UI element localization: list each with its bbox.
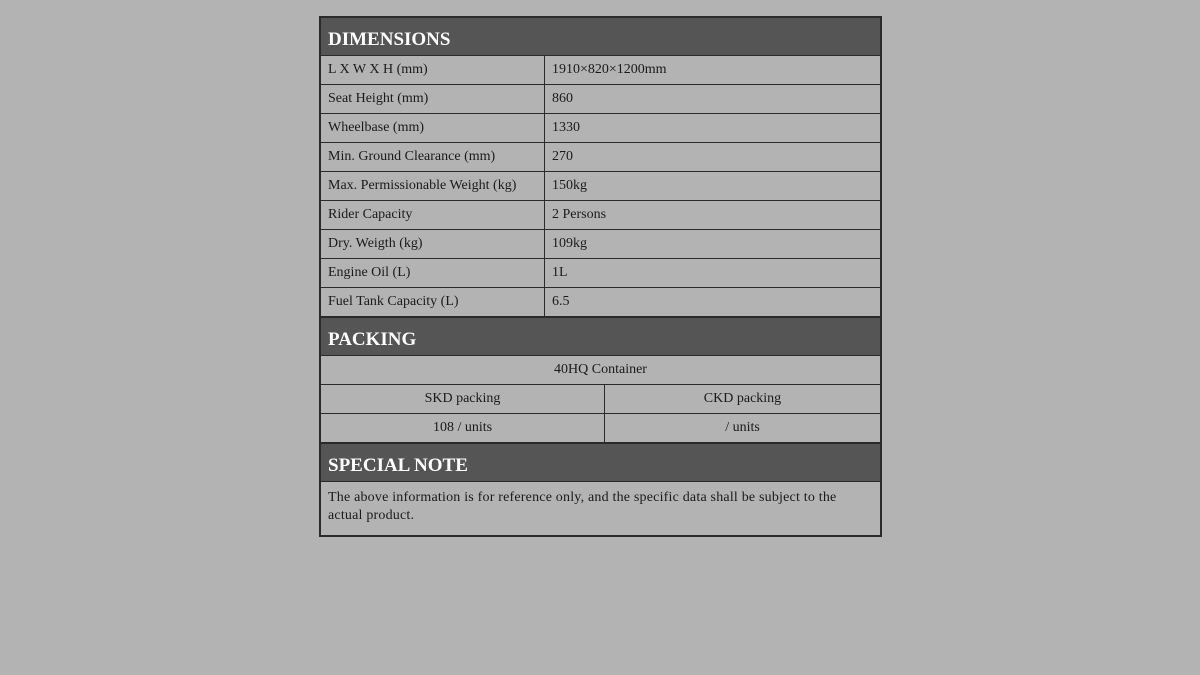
table-row — [321, 114, 881, 143]
special-note-header-row — [321, 444, 881, 482]
spec-value: 1330 — [545, 114, 881, 143]
ckd-packing-label: CKD packing — [605, 385, 881, 414]
table-row — [321, 385, 881, 414]
spec-value: 860 — [545, 85, 881, 114]
spec-label: L X W X H (mm) — [321, 56, 545, 85]
table-row — [321, 414, 881, 443]
spec-value: 1910×820×1200mm — [545, 56, 881, 85]
table-row — [321, 85, 881, 114]
table-row — [321, 56, 881, 85]
special-note-title: SPECIAL NOTE — [321, 444, 881, 482]
table-row — [321, 288, 881, 317]
ckd-packing-value: / units — [605, 414, 881, 443]
spec-value: 2 Persons — [545, 201, 881, 230]
table-row — [321, 356, 881, 385]
skd-packing-value: 108 / units — [321, 414, 605, 443]
spec-label: Wheelbase (mm) — [321, 114, 545, 143]
dimensions-header-row — [321, 18, 881, 56]
spec-sheet — [319, 16, 882, 537]
table-row — [321, 230, 881, 259]
table-row — [321, 172, 881, 201]
dimensions-table — [320, 17, 881, 317]
skd-packing-label: SKD packing — [321, 385, 605, 414]
special-note-text: The above information is for reference only, and the specific data shall be subject to the actual product. — [321, 482, 881, 536]
spec-value: 6.5 — [545, 288, 881, 317]
container-type: 40HQ Container — [321, 356, 881, 385]
spec-label: Rider Capacity — [321, 201, 545, 230]
table-row — [321, 259, 881, 288]
spec-label: Engine Oil (L) — [321, 259, 545, 288]
spec-value: 109kg — [545, 230, 881, 259]
special-note-table — [320, 443, 881, 536]
packing-header-row — [321, 318, 881, 356]
spec-label: Dry. Weigth (kg) — [321, 230, 545, 259]
dimensions-title: DIMENSIONS — [321, 18, 881, 56]
table-row — [321, 201, 881, 230]
spec-label: Seat Height (mm) — [321, 85, 545, 114]
table-row — [321, 143, 881, 172]
spec-label: Fuel Tank Capacity (L) — [321, 288, 545, 317]
table-row — [321, 482, 881, 536]
spec-value: 270 — [545, 143, 881, 172]
spec-value: 150kg — [545, 172, 881, 201]
packing-table — [320, 317, 881, 443]
spec-label: Max. Permissionable Weight (kg) — [321, 172, 545, 201]
spec-value: 1L — [545, 259, 881, 288]
packing-title: PACKING — [321, 318, 881, 356]
spec-label: Min. Ground Clearance (mm) — [321, 143, 545, 172]
